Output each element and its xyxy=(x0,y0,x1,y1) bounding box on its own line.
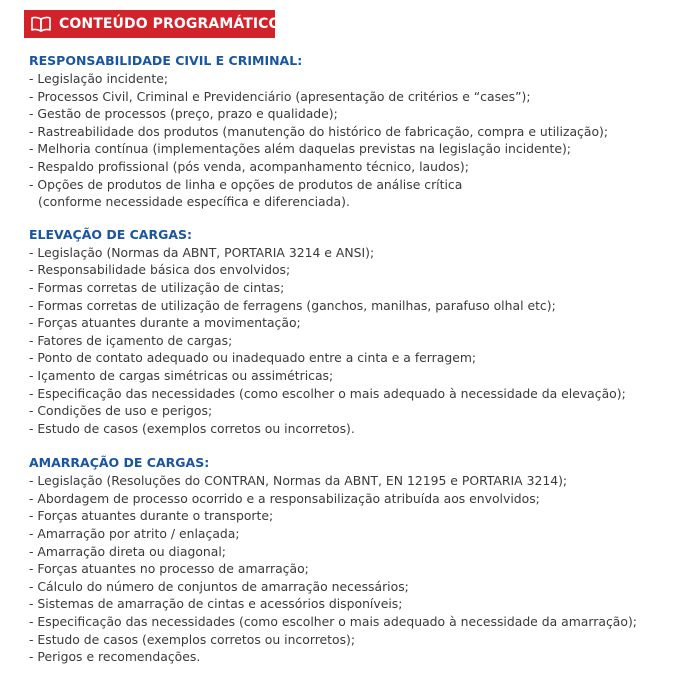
list-item: - Abordagem de processo ocorrido e a responsabilização atribuída aos envolvidos; xyxy=(29,490,540,506)
list-item: - Estudo de casos (exemplos corretos ou incorretos). xyxy=(29,420,355,436)
section-title: ELEVAÇÃO DE CARGAS: xyxy=(29,226,193,242)
list-item: - Amarração por atrito / enlaçada; xyxy=(29,526,240,542)
list-item: - Forças atuantes durante a movimentação; xyxy=(29,315,301,331)
list-item: - Legislação incidente; xyxy=(29,71,168,86)
list-item: - Formas corretas de utilização de ferragens (ganchos, manilhas, parafuso olhal etc); xyxy=(29,297,556,313)
list-item: - Especificação das necessidades (como escolher o mais adequado à necessidade da elevação); xyxy=(29,385,626,401)
list-item: - Ponto de contato adequado ou inadequado entre a cinta e a ferragem; xyxy=(29,350,477,366)
list-item: - Formas corretas de utilização de cintas; xyxy=(29,279,285,295)
section-title: RESPONSABILIDADE CIVIL E CRIMINAL: xyxy=(29,53,303,68)
list-item: - Amarração direta ou diagonal; xyxy=(29,543,226,559)
list-item: - Gestão de processos (preço, prazo e qualidade); xyxy=(29,106,338,122)
list-item: - Sistemas de amarração de cintas e acessórios disponíveis; xyxy=(29,596,403,612)
syllabus-content xyxy=(29,52,669,666)
list-item: - Opções de produtos de linha e opções de produtos de análise crítica xyxy=(29,176,463,192)
list-item: - Perigos e recomendações. xyxy=(29,649,201,665)
header-title: CONTEÚDO PROGRAMÁTICO xyxy=(59,16,281,32)
section-amarracao xyxy=(29,454,669,666)
list-item: - Responsabilidade básica dos envolvidos; xyxy=(29,262,291,278)
list-item-continuation: (conforme necessidade específica e diferenciada). xyxy=(38,194,350,210)
list-item: - Especificação das necessidades (como escolher o mais adequado à necessidade da amarração); xyxy=(29,614,637,630)
list-item: - Condições de uso e perigos; xyxy=(29,403,213,419)
book-open-icon xyxy=(31,16,51,32)
header-badge xyxy=(24,10,281,38)
section-title: AMARRAÇÃO DE CARGAS: xyxy=(29,455,210,471)
section-elevacao xyxy=(29,226,669,438)
list-item: - Legislação (Resoluções do CONTRAN, Normas da ABNT, EN 12195 e PORTARIA 3214); xyxy=(29,473,568,489)
list-item: - Processos Civil, Criminal e Previdenciário (apresentação de critérios e “cases”); xyxy=(29,88,531,104)
section-responsabilidade xyxy=(29,52,669,211)
list-item: - Içamento de cargas simétricas ou assimétricas; xyxy=(29,367,334,383)
list-item: - Melhoria contínua (implementações além daquelas previstas na legislação incidente); xyxy=(29,141,571,157)
list-item: - Forças atuantes no processo de amarração; xyxy=(29,561,309,577)
list-item: - Estudo de casos (exemplos corretos ou incorretos); xyxy=(29,631,356,647)
list-item: - Forças atuantes durante o transporte; xyxy=(29,508,274,524)
list-item: - Cálculo do número de conjuntos de amarração necessários; xyxy=(29,578,409,594)
list-item: - Rastreabilidade dos produtos (manutenção do histórico de fabricação, compra e utilização); xyxy=(29,123,609,139)
list-item: - Legislação (Normas da ABNT, PORTARIA 3214 e ANSI); xyxy=(29,244,375,260)
list-item: - Fatores de içamento de cargas; xyxy=(29,332,233,348)
list-item: - Respaldo profissional (pós venda, acompanhamento técnico, laudos); xyxy=(29,158,469,174)
